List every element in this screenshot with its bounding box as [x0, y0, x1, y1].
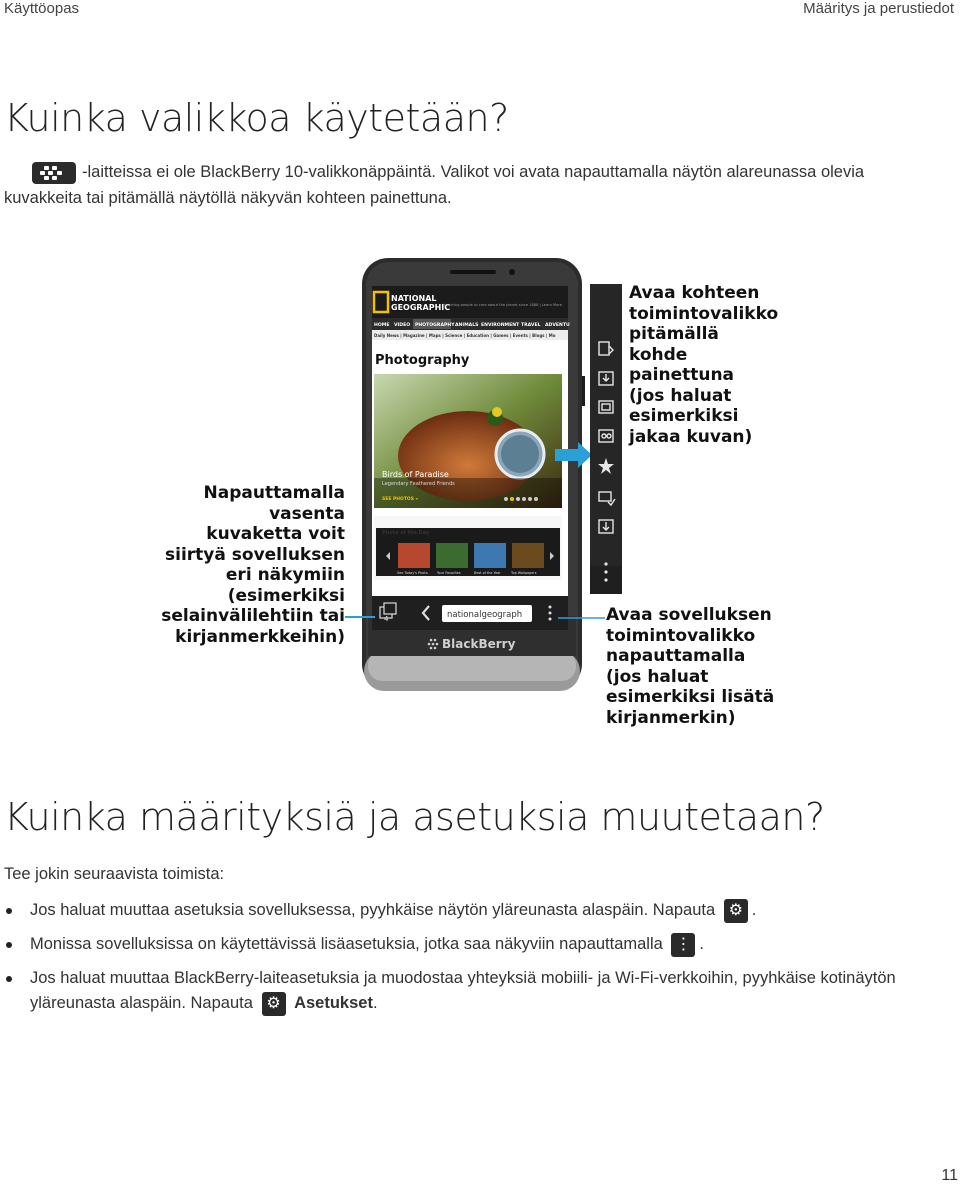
url-text: nationalgeograph: [447, 610, 523, 620]
tagline: Inspiring people to care about the planet since 1888 | Learn More: [444, 303, 562, 307]
section-title-settings: Kuinka määrityksiä ja asetuksia muutetaan?: [4, 795, 825, 839]
nav-travel: TRAVEL: [521, 323, 541, 328]
settings-bullet-list: [4, 898, 954, 1025]
context-action-menu: [590, 284, 622, 594]
callout-right-top: Avaa kohteen toimintovalikko pitämällä kohde painettuna (jos haluat esimerkiksi jakaa kuvan): [629, 283, 779, 447]
running-header-right: Määritys ja perustiedot: [803, 0, 954, 17]
thumb-label-favorites: Your Favorites: [437, 571, 461, 575]
nav-environment: ENVIRONMENT: [481, 323, 520, 328]
photo-subcaption: Legendary Feathered Friends: [382, 481, 455, 487]
intro-line-1: -laitteissa ei ole BlackBerry 10-valikkonäppäintä. Valikot voi avata napauttamalla näytön alareunassa olevia: [82, 163, 865, 181]
nav-adventure: ADVENTU: [545, 323, 570, 328]
subnav: Daily News | Magazine | Maps | Science | Education | Games | Events | Blogs | Mo: [374, 333, 556, 338]
nav-photography: PHOTOGRAPHY: [415, 323, 455, 328]
thumb-label-today: See Today's Photo: [397, 571, 428, 575]
blackberry-keyboard-icon: [32, 162, 76, 184]
page-number: 11: [941, 1167, 958, 1184]
app-menu-icon[interactable]: [549, 606, 552, 621]
nav-video: VIDEO: [394, 323, 411, 328]
section-title-menu: Kuinka valikkoa käytetään?: [4, 96, 509, 140]
intro-line-2: kuvakkeita tai pitämällä näytöllä näkyvän kohteen painettuna.: [4, 189, 452, 207]
see-photos-link[interactable]: SEE PHOTOS »: [382, 497, 419, 502]
more-menu-icon: ⋮: [671, 933, 695, 957]
settings-label: Asetukset: [294, 994, 373, 1012]
callout-right-bottom: Avaa sovelluksen toimintovalikko napauttamalla (jos haluat esimerkiksi lisätä kirjanmerkin): [606, 605, 775, 728]
gear-icon: ⚙: [262, 992, 286, 1016]
page-title-photography: Photography: [375, 353, 470, 368]
brand-line2: GEOGRAPHIC: [391, 303, 451, 312]
gear-icon: ⚙: [724, 899, 748, 923]
photo-caption: Birds of Paradise: [382, 470, 449, 479]
brand-line1: NATIONAL: [391, 294, 437, 303]
device-brand: BlackBerry: [442, 637, 516, 651]
running-header-left: Käyttöopas: [4, 0, 80, 17]
callout-left: Napauttamalla vasenta kuvaketta voit siirtyä sovelluksen eri näkymiin (esimerkiksi selainvälilehtiin tai kirjanmerkkeihin): [161, 483, 345, 647]
list-item: Jos haluat muuttaa asetuksia sovelluksessa, pyyhkäise näytön yläreunasta alaspäin. Napauta ⚙ .: [4, 898, 954, 923]
tab-count: 4: [384, 615, 389, 623]
thumb-label-wallpapers: Top Wallpapers: [511, 571, 537, 575]
thumb-label-best: Best of the Year: [474, 571, 501, 575]
list-item: Monissa sovelluksissa on käytettävissä lisäasetuksia, jotka saa näkyviin napauttamalla ⋮ .: [4, 932, 954, 957]
leader-line-left: [345, 616, 375, 618]
list-item: Jos haluat muuttaa BlackBerry-laiteasetuksia ja muodostaa yhteyksiä mobiili- ja Wi-Fi-verkkoihin, pyyhkäise kotinäytön yläreunasta alaspäin. Napauta ⚙ Asetukset.: [4, 966, 954, 1016]
photo-of-the-day: Photo of the Day: [382, 530, 430, 536]
intro-paragraph: [4, 159, 864, 211]
settings-intro: Tee jokin seuraavista toimista:: [4, 865, 225, 883]
nav-home: HOME: [374, 323, 390, 328]
nav-animals: ANIMALS: [455, 323, 479, 328]
